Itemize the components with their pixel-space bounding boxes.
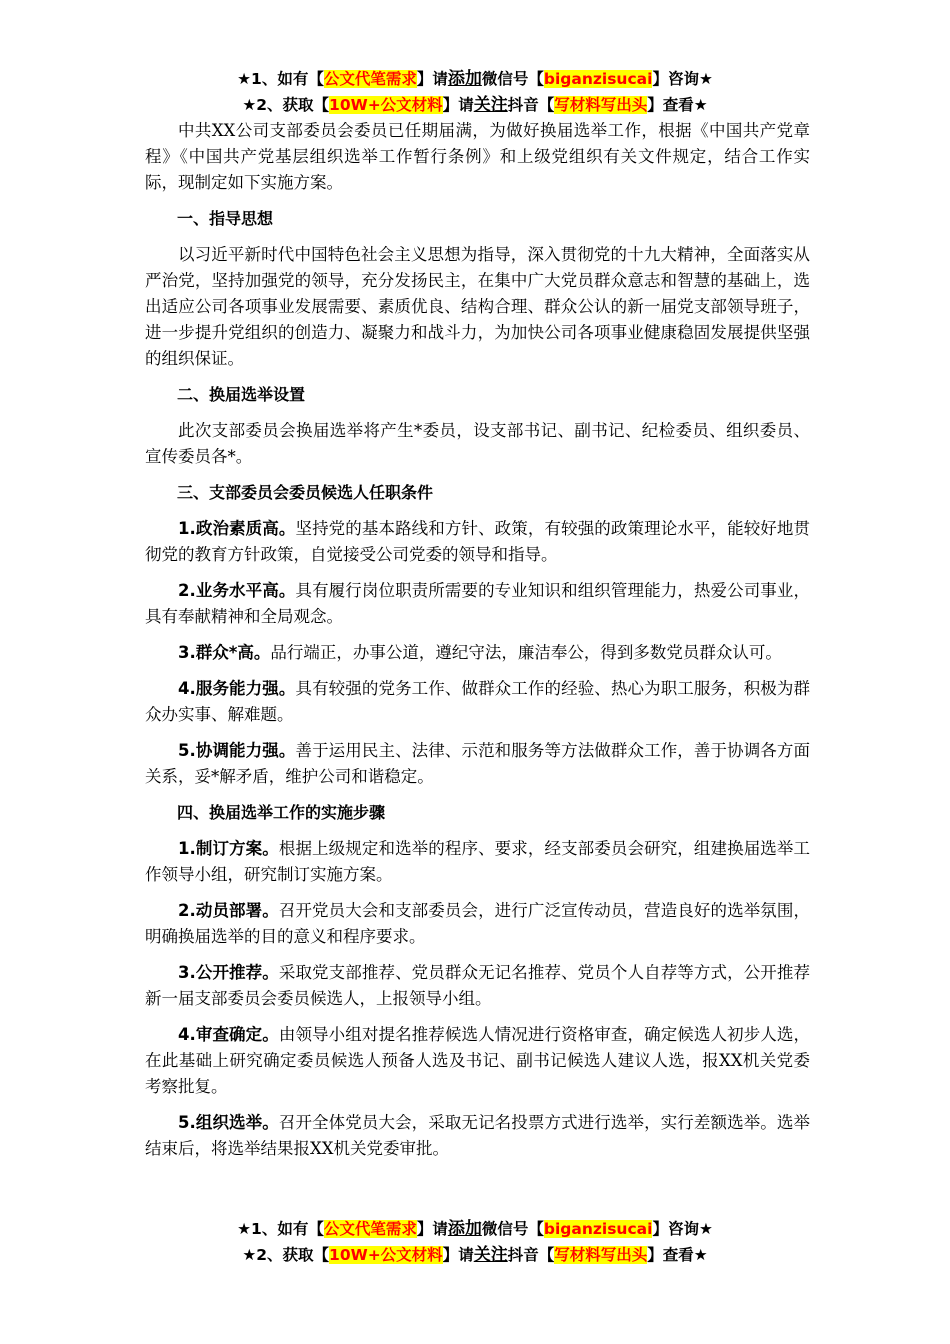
list-item xyxy=(145,1110,810,1162)
item-text: 具有较强的党务工作、做群众工作的经验、热心为职工服务，积极为群众办实事、解难题。 xyxy=(145,679,811,724)
item-text: 采取党支部推荐、党员群众无记名推荐、党员个人自荐等方式，公开推荐新一届支部委员会委员候选人，上报领导小组。 xyxy=(145,963,811,1008)
item-title: 1.政治素质高。 xyxy=(178,519,296,538)
banner-highlight: 10W+公文材料 xyxy=(329,96,443,114)
banner-highlight: 公文代笔需求 xyxy=(323,70,417,88)
item-text: 具有履行岗位职责所需要的专业知识和组织管理能力，热爱公司事业，具有奉献精神和全局观念。 xyxy=(145,581,811,626)
banner-douyin-id: 写材料写出头 xyxy=(554,96,648,114)
banner-wechat-id: biganzisucai xyxy=(543,1220,653,1238)
item-title: 5.协调能力强。 xyxy=(178,741,296,760)
item-text: 善于运用民主、法律、示范和服务等方法做群众工作，善于协调各方面关系，妥*解矛盾，维护公司和谐稳定。 xyxy=(145,741,811,786)
banner-highlight: 10W+公文材料 xyxy=(329,1246,443,1264)
banner-douyin-id: 写材料写出头 xyxy=(554,1246,648,1264)
item-title: 4.服务能力强。 xyxy=(178,679,296,698)
document-body xyxy=(145,118,810,1172)
bottom-banner xyxy=(0,1216,950,1268)
list-item xyxy=(145,676,810,728)
section-heading: 一、指导思想 xyxy=(177,209,274,228)
section-paragraph: 以习近平新时代中国特色社会主义思想为指导，深入贯彻党的十九大精神，全面落实从严治党，坚持加强党的领导，充分发扬民主，在集中广大党员群众意志和智慧的基础上，选出适应公司各项事业发展需要、素质优良、结构合理、群众公认的新一届党支部领导班子，进一步提升党组织的创造力、凝聚力和战斗力，为加快公司各项事业健康稳固发展提供坚强的组织保证。 xyxy=(145,245,810,368)
item-title: 4.审查确定。 xyxy=(178,1025,279,1044)
banner-emphasis: 添加 xyxy=(447,1219,482,1239)
section-heading: 四、换届选举工作的实施步骤 xyxy=(177,803,386,822)
item-text: 根据上级规定和选举的程序、要求，经支部委员会研究，组建换届选举工作领导小组，研究制订实施方案。 xyxy=(145,839,811,884)
banner-wechat-id: biganzisucai xyxy=(543,70,653,88)
banner-line-2: ★2、获取【10W+公文材料】请关注抖音【写材料写出头】查看★ xyxy=(242,1245,708,1265)
list-item xyxy=(145,578,810,630)
item-text: 坚持党的基本路线和方针、政策，有较强的政策理论水平，能较好地贯彻党的教育方针政策，自觉接受公司党委的领导和指导。 xyxy=(145,519,811,564)
banner-line-1: ★1、如有【公文代笔需求】请添加微信号【biganzisucai】咨询★ xyxy=(237,1219,713,1239)
banner-line-2: ★2、获取【10W+公文材料】请关注抖音【写材料写出头】查看★ xyxy=(242,95,708,115)
item-title: 2.动员部署。 xyxy=(178,901,279,920)
section-paragraph: 此次支部委员会换届选举将产生*委员，设支部书记、副书记、纪检委员、组织委员、宣传委员各*。 xyxy=(145,421,810,466)
section-heading: 三、支部委员会委员候选人任职条件 xyxy=(177,483,434,502)
list-item xyxy=(145,516,810,568)
list-item xyxy=(145,836,810,888)
top-banner xyxy=(0,66,950,118)
list-item xyxy=(145,1022,810,1100)
item-title: 2.业务水平高。 xyxy=(178,581,296,600)
item-text: 品行端正，办事公道，遵纪守法，廉洁奉公，得到多数党员群众认可。 xyxy=(270,643,782,662)
item-title: 3.公开推荐。 xyxy=(178,963,279,982)
section-heading: 二、换届选举设置 xyxy=(177,385,306,404)
banner-emphasis: 关注 xyxy=(473,95,508,115)
list-item xyxy=(145,898,810,950)
list-item xyxy=(145,738,810,790)
banner-highlight: 公文代笔需求 xyxy=(323,1220,417,1238)
banner-line-1: ★1、如有【公文代笔需求】请添加微信号【biganzisucai】咨询★ xyxy=(237,69,713,89)
list-item xyxy=(145,960,810,1012)
item-text: 由领导小组对提名推荐候选人情况进行资格审查，确定候选人初步人选，在此基础上研究确定委员候选人预备人选及书记、副书记候选人建议人选，报XX机关党委考察批复。 xyxy=(145,1025,811,1096)
item-text: 召开党员大会和支部委员会，进行广泛宣传动员，营造良好的选举氛围，明确换届选举的目的意义和程序要求。 xyxy=(145,901,811,946)
item-title: 3.群众*高。 xyxy=(178,643,271,662)
item-title: 5.组织选举。 xyxy=(178,1113,279,1132)
list-item xyxy=(145,640,810,666)
item-text: 召开全体党员大会，采取无记名投票方式进行选举，实行差额选举。选举结束后，将选举结果报XX机关党委审批。 xyxy=(145,1113,811,1158)
intro-paragraph: 中共XX公司支部委员会委员已任期届满，为做好换届选举工作，根据《中国共产党章程》《中国共产党基层组织选举工作暂行条例》和上级党组织有关文件规定，结合工作实际，现制定如下实施方案。 xyxy=(145,121,810,192)
item-title: 1.制订方案。 xyxy=(178,839,279,858)
banner-emphasis: 关注 xyxy=(473,1245,508,1265)
banner-emphasis: 添加 xyxy=(447,69,482,89)
